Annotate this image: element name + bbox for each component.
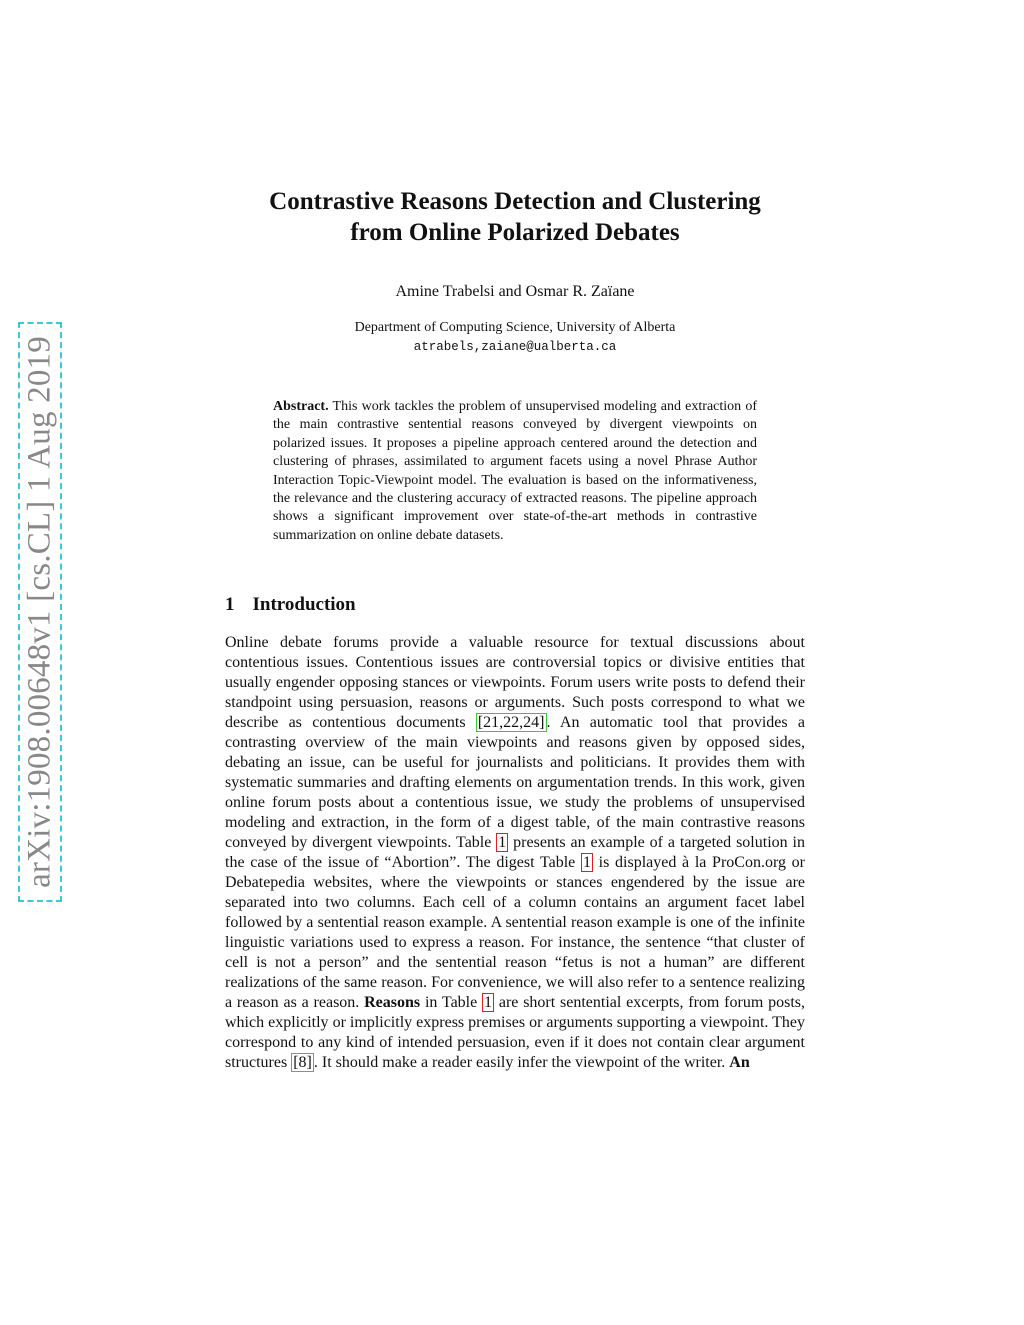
intro-text-4: is displayed à la ProCon.org or Debatepedia websites, where the viewpoints or stances engendered by the issue are separated into two columns. Each cell of a column contains an argument facet label followed by a sentential reason example. A sentential reason example is one of the infinite linguistic variations used to express a reason. For instance, the sentence “that cluster of cell is not a person” and the sentential reason “fetus is not a human” are different realizations of the same reason. For convenience, we will also refer to a sentence realizing a reason as a reason.	[225, 854, 806, 1011]
title-line-2: from Online Polarized Debates	[350, 219, 680, 246]
intro-paragraph	[225, 633, 805, 1073]
bold-term-an: An	[729, 1054, 750, 1071]
bold-term-reasons: Reasons	[364, 994, 421, 1011]
citation-link[interactable]: [21,22,24]	[477, 714, 545, 731]
table-ref-link[interactable]: 1	[582, 854, 591, 871]
table-ref-link[interactable]: 1	[498, 834, 507, 851]
intro-text-2: . An automatic tool that provides a contrasting overview of the main viewpoints and reasons given by opposed sides, debating an issue, can be useful for journalists and politicians. It provides them with systematic summaries and drafting elements on argumentation trends. In this work, given online forum posts about a contentious issue, we study the problems of unsupervised modeling and extraction, in the form of a digest table, of the main contrastive reasons conveyed by divergent viewpoints. Table	[225, 714, 806, 851]
paper-title	[0, 186, 1024, 248]
arxiv-stamp	[18, 322, 62, 902]
intro-text-3: presents an example of a targeted solution in the case of the issue of “Abortion”. The digest Table	[225, 834, 806, 871]
intro-text-5: in Table	[420, 994, 483, 1011]
title-line-1: Contrastive Reasons Detection and Clustering	[269, 188, 761, 215]
section-heading	[225, 594, 356, 616]
intro-text-7: . It should make a reader easily infer the viewpoint of the writer.	[313, 1054, 730, 1071]
abstract	[273, 398, 757, 545]
author-email: atrabels,zaiane@ualberta.ca	[413, 340, 617, 354]
abstract-text: This work tackles the problem of unsupervised modeling and extraction of the main contrastive sentential reasons conveyed by divergent viewpoints on polarized issues. It proposes a pipeline approach centered around the detection and clustering of phrases, assimilated to argument facets using a novel Phrase Author Interaction Topic-Viewpoint model. The evaluation is based on the informativeness, the relevance and the clustering accuracy of extracted reasons. The pipeline approach shows a significant improvement over state-of-the-art methods in contrastive summarization on online debate datasets.	[273, 399, 757, 543]
table-ref-link[interactable]: 1	[484, 994, 493, 1011]
section-title: Introduction	[252, 594, 356, 615]
authors: Amine Trabelsi and Osmar R. Zaïane	[395, 283, 635, 300]
section-number: 1	[225, 594, 235, 615]
arxiv-identifier: arXiv:1908.00648v1 [cs.CL] 1 Aug 2019	[21, 336, 58, 888]
citation-link[interactable]: [8]	[293, 1054, 312, 1071]
abstract-label: Abstract.	[273, 399, 329, 414]
intro-text-1: Online debate forums provide a valuable resource for textual discussions about contentious issues. Contentious issues are controversial topics or divisive entities that usually engender opposing stances or viewpoints. Forum users write posts to defend their standpoint using persuasion, reasons or arguments. Such posts correspond to what we describe as contentious documents	[225, 634, 805, 731]
intro-text-6: are short sentential excerpts, from forum posts, which explicitly or implicitly express premises or arguments supporting a viewpoint. They correspond to any kind of intended persuasion, even if it does not contain clear argument structures	[225, 994, 805, 1071]
affiliation: Department of Computing Science, University of Alberta	[354, 320, 676, 335]
